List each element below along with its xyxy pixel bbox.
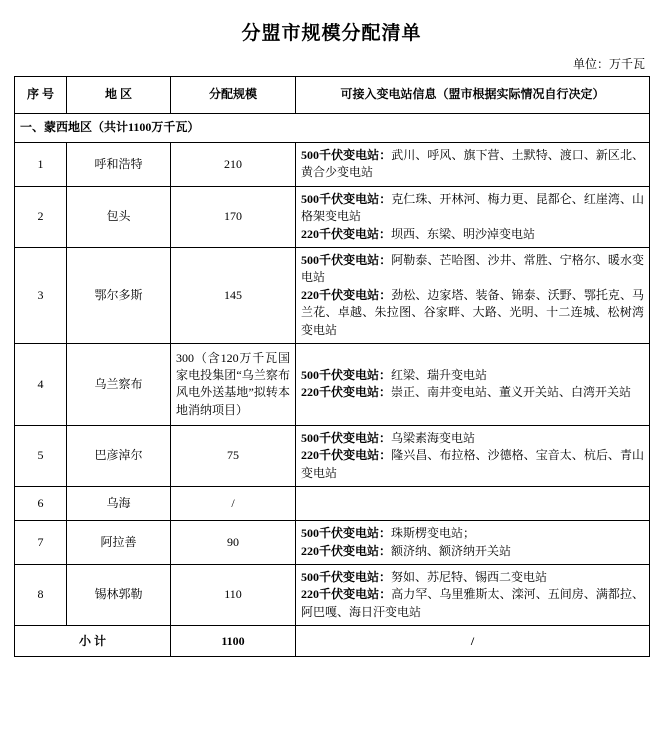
info-label: 500千伏变电站： [301, 368, 392, 383]
row-info [296, 521, 650, 565]
page-title: 分盟市规模分配清单 [241, 23, 422, 44]
row-no: 3 [15, 247, 67, 343]
info-line [301, 430, 644, 447]
row-region: 包头 [67, 186, 171, 247]
info-line [301, 586, 644, 621]
info-label: 500千伏变电站： [301, 430, 392, 445]
table-row [15, 521, 650, 565]
table-row [15, 343, 650, 425]
info-label: 220千伏变电站： [301, 385, 392, 400]
row-region: 呼和浩特 [67, 143, 171, 187]
info-line [301, 447, 644, 482]
table-header-row [15, 77, 650, 114]
info-text: 额济纳、额济纳开关站 [391, 543, 512, 558]
info-label: 220千伏变电站： [301, 287, 392, 302]
info-label: 500千伏变电站： [301, 148, 392, 162]
row-no: 6 [15, 487, 67, 521]
column-header-region: 地 区 [67, 77, 171, 114]
column-header-info: 可接入变电站信息（盟市根据实际情况自行决定） [296, 77, 650, 114]
info-text: 努如、苏尼特、锡西二变电站 [391, 570, 548, 585]
row-region: 乌兰察布 [67, 343, 171, 425]
info-line [301, 191, 644, 226]
info-line [301, 226, 644, 243]
info-text: 崇正、南井变电站、董义开关站、白湾开关站 [391, 385, 632, 400]
info-text: 劲松、边家塔、装备、锦泰、沃野、鄂托克、马兰花、卓越、朱拉图、谷家畔、大路、光明、十二连城、松树湾变电站 [301, 287, 644, 337]
row-scale: 90 [171, 521, 296, 565]
info-text: 隆兴昌、布拉格、沙德格、宝音太、杭后、青山变电站 [301, 448, 644, 480]
info-line [301, 147, 644, 182]
info-label: 500千伏变电站： [301, 526, 392, 541]
info-text: 乌梁素海变电站 [391, 430, 476, 445]
row-no: 2 [15, 186, 67, 247]
info-line [301, 384, 644, 401]
column-header-scale: 分配规模 [171, 77, 296, 114]
info-line [301, 569, 644, 586]
info-text: 武川、呼风、旗下营、土默特、渡口、新区北、黄合少变电站 [301, 148, 644, 180]
info-label: 220千伏变电站： [301, 226, 392, 241]
table-row [15, 143, 650, 187]
subtotal-scale: 1100 [171, 626, 296, 657]
row-region: 巴彦淖尔 [67, 425, 171, 486]
info-line [301, 252, 644, 287]
row-info [296, 143, 650, 187]
document-page [0, 18, 663, 657]
info-label: 500千伏变电站： [301, 570, 392, 585]
row-no: 5 [15, 425, 67, 486]
table-row [15, 425, 650, 486]
row-scale: 170 [171, 186, 296, 247]
table-row [15, 247, 650, 343]
row-no: 7 [15, 521, 67, 565]
subtotal-row [15, 626, 650, 657]
row-scale: 110 [171, 565, 296, 626]
info-label: 220千伏变电站： [301, 587, 392, 602]
info-text: 珠斯楞变电站； [391, 526, 476, 541]
info-line [301, 367, 644, 384]
row-info [296, 186, 650, 247]
info-line [301, 287, 644, 339]
row-info [296, 565, 650, 626]
row-scale: 300（含120万千瓦国家电投集团“乌兰察布风电外送基地”拟转本地消纳项目） [171, 343, 296, 425]
info-text: 红梁、瑞升变电站 [391, 368, 488, 383]
row-region: 锡林郭勒 [67, 565, 171, 626]
unit-label: 单位：万千瓦 [572, 57, 645, 71]
section-label: 一、蒙西地区（共计1100万千瓦） [15, 114, 650, 143]
info-label: 220千伏变电站： [301, 448, 392, 463]
info-text: 阿勒泰、芒哈图、沙井、常胜、宁格尔、暖水变电站 [301, 252, 644, 285]
row-no: 4 [15, 343, 67, 425]
table-row [15, 186, 650, 247]
row-scale: 145 [171, 247, 296, 343]
info-line [301, 525, 644, 542]
info-text: 坝西、东梁、明沙淖变电站 [391, 226, 536, 241]
row-region: 鄂尔多斯 [67, 247, 171, 343]
table-row [15, 487, 650, 521]
row-info [296, 343, 650, 425]
row-no: 8 [15, 565, 67, 626]
row-info [296, 425, 650, 486]
row-info [296, 487, 650, 521]
row-region: 乌海 [67, 487, 171, 521]
row-region: 阿拉善 [67, 521, 171, 565]
column-header-no: 序 号 [15, 77, 67, 114]
row-scale: 210 [171, 143, 296, 187]
row-scale: / [171, 487, 296, 521]
row-scale: 75 [171, 425, 296, 486]
info-label: 500千伏变电站： [301, 252, 392, 267]
info-label: 500千伏变电站： [301, 191, 392, 206]
info-text: 高力罕、乌里雅斯太、滦河、五间房、满都拉、阿巴嘎、海日汗变电站 [301, 587, 644, 619]
info-label: 220千伏变电站： [301, 543, 392, 558]
subtotal-info: / [296, 626, 650, 657]
allocation-table [14, 76, 650, 657]
info-text: 克仁珠、开林河、梅力更、昆都仑、红崖湾、山格架变电站 [301, 191, 644, 224]
subtotal-label: 小 计 [15, 626, 171, 657]
section-row [15, 114, 650, 143]
table-row [15, 565, 650, 626]
info-line [301, 543, 644, 560]
row-no: 1 [15, 143, 67, 187]
row-info [296, 247, 650, 343]
